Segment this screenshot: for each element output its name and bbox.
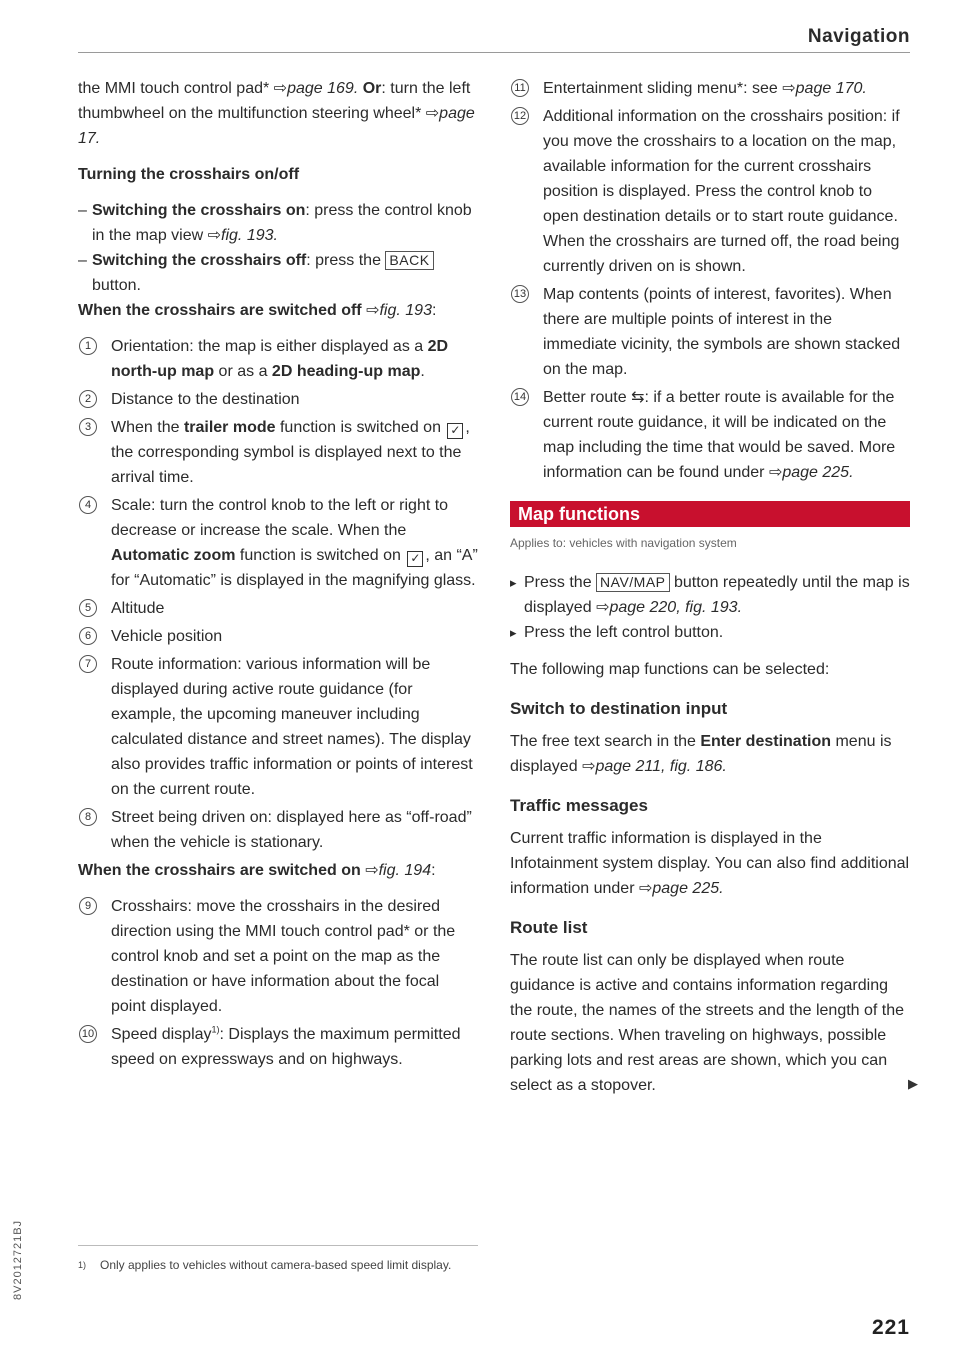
callout-8-icon: 8 (79, 808, 97, 826)
footnote (78, 1256, 478, 1274)
callout-13-icon: 13 (511, 285, 529, 303)
list-item: 6 Vehicle position (78, 624, 478, 649)
nav-map-key: NAV/MAP (596, 573, 669, 592)
list-item: 4 Scale: turn the control knob to the left or right to decrease or increase the scale. When the Automatic zoom function is switched on ✓ , an “A” for “Automatic” is displayed in the magnifying glass. (78, 493, 478, 593)
intro-paragraph: the MMI touch control pad* ⇨page 169. Or: turn the left thumbwheel on the multifunction steering wheel* ⇨page 17. (78, 80, 475, 147)
callout-14-icon: 14 (511, 388, 529, 406)
section-title: Navigation (807, 26, 910, 47)
callout-10-icon: 10 (79, 1025, 97, 1043)
callout-3-icon: 3 (79, 418, 97, 436)
crosshairs-off-step: – Switching the crosshairs off: press the BACK button. (78, 248, 478, 298)
page-ref-link[interactable]: page 220, fig. 193. (609, 599, 743, 616)
list-item: 8 Street being driven on: displayed here as “off-road” when the vehicle is stationary. (78, 805, 478, 855)
list-item: 2 Distance to the destination (78, 387, 478, 412)
fig-ref-link[interactable]: fig. 193 (379, 302, 432, 319)
ref-arrow-icon: ⇨ (582, 758, 596, 775)
callout-9-icon: 9 (79, 897, 97, 915)
crosshairs-heading: Turning the crosshairs on/off (78, 166, 300, 183)
route-list-heading: Route list (510, 918, 588, 937)
crosshairs-on-step: – Switching the crosshairs on: press the control knob in the map view ⇨fig. 193. (78, 198, 478, 248)
ref-arrow-icon: ⇨ (273, 80, 288, 97)
ref-arrow-icon: ⇨ (596, 599, 610, 616)
list-item: 10 Speed display$^{1)}$: Displays the maximum permitted speed on expressways and on highways. (78, 1022, 478, 1072)
list-item: 11 Entertainment sliding menu*: see ⇨page 170. (510, 76, 910, 101)
page-ref-link[interactable]: page 225. (652, 880, 724, 897)
callout-7-icon: 7 (79, 655, 97, 673)
step-item: ▸ Press the left control button. (510, 620, 910, 645)
list-item: 1 Orientation: the map is either displayed as a 2D north-up map or as a 2D heading-up map. (78, 334, 478, 384)
on-heading: When the crosshairs are switched on ⇨fig. 194: (78, 862, 436, 879)
header-divider (78, 52, 910, 53)
callout-1-icon: 1 (79, 337, 97, 355)
ref-arrow-icon: ⇨ (207, 227, 222, 244)
right-column (510, 76, 918, 1098)
checkbox-icon: ✓ (447, 423, 463, 439)
page-ref-link[interactable]: page 169. (287, 80, 359, 97)
fig-ref-link[interactable]: fig. 193. (221, 227, 278, 244)
applies-to-note: Applies to: vehicles with navigation system (510, 536, 737, 550)
route-list-text: The route list can only be displayed when route guidance is active and contains information regarding the route, the names of the streets and the length of the route sections. When traveling on highways, possible parking lots and rest areas are shown, which you can select as a stopover. ▶ (510, 952, 918, 1094)
list-item: 5 Altitude (78, 596, 478, 621)
document-code: 8V2012721BJ (12, 1219, 24, 1300)
ref-arrow-icon: ⇨ (782, 80, 796, 97)
footnote-text: Only applies to vehicles without camera-based speed limit display. (100, 1258, 452, 1272)
footnote-marker: 1) (78, 1260, 87, 1270)
back-key: BACK (385, 251, 433, 270)
page-ref-link[interactable]: page 225. (782, 464, 854, 481)
ref-arrow-icon: ⇨ (425, 105, 440, 122)
ref-arrow-icon: ⇨ (638, 880, 653, 897)
list-item: 14 Better route ⇆: if a better route is available for the current route guidance, it will be indicated on the map including the time that would be saved. More information can be found under ⇨page 225. (510, 385, 910, 485)
page-ref-link[interactable]: page 17. (78, 105, 475, 147)
checkbox-icon: ✓ (407, 551, 423, 567)
footnote-divider (78, 1245, 478, 1246)
map-functions-title: Map functions (510, 501, 910, 527)
page-ref-link[interactable]: page 211, fig. 186. (595, 758, 727, 775)
continue-arrow-icon: ▶ (908, 1076, 918, 1091)
list-item: 9 Crosshairs: move the crosshairs in the desired direction using the MMI touch control pad* or the control knob and set a point on the map as the destination or have information about the focal point displayed. (78, 894, 478, 1019)
switch-destination-heading: Switch to destination input (510, 699, 728, 718)
ref-arrow-icon: ⇨ (366, 302, 380, 319)
traffic-messages-heading: Traffic messages (510, 796, 648, 815)
page-number: 221 (871, 1316, 910, 1339)
list-item: 13 Map contents (points of interest, favorites). When there are multiple points of interest in the immediate vicinity, the symbols are shown stacked on the map. (510, 282, 910, 382)
callout-11-icon: 11 (511, 79, 529, 97)
page-ref-link[interactable]: page 170. (795, 80, 867, 97)
off-heading: When the crosshairs are switched off ⇨fig. 193: (78, 302, 437, 319)
callout-5-icon: 5 (79, 599, 97, 617)
list-item: 7 Route information: various information will be displayed during active route guidance (for example, the upcoming maneuver including calculated distance and street names). The display also provides traffic information or points of interest on the current route. (78, 652, 478, 802)
better-route-icon: ⇆ (631, 389, 645, 406)
callout-12-icon: 12 (511, 107, 529, 125)
fig-ref-link[interactable]: fig. 194 (378, 862, 432, 879)
callout-2-icon: 2 (79, 390, 97, 408)
step-item: ▸ Press the NAV/MAP button repeatedly until the map is displayed ⇨page 220, fig. 193. (510, 570, 910, 620)
ref-arrow-icon: ⇨ (365, 862, 379, 879)
callout-6-icon: 6 (79, 627, 97, 645)
list-item: 12 Additional information on the crosshairs position: if you move the crosshairs to a location on the map, available information for the current crosshairs position is displayed. Press the control knob to open destination details or to start route guidance. When the crosshairs are turned off, the road being currently driven on is shown. (510, 104, 910, 279)
following-text: The following map functions can be selected: (510, 661, 830, 678)
left-column (78, 76, 478, 1075)
footnote-marker: 1) (211, 1024, 220, 1035)
callout-4-icon: 4 (79, 496, 97, 514)
traffic-messages-text: Current traffic information is displayed in the Infotainment system display. You can also find additional information under ⇨page 225. (510, 830, 910, 897)
ref-arrow-icon: ⇨ (768, 464, 783, 481)
list-item: 3 When the trailer mode function is switched on ✓ , the corresponding symbol is displayed next to the arrival time. (78, 415, 478, 490)
switch-destination-text: The free text search in the Enter destination menu is displayed ⇨page 211, fig. 186. (510, 733, 892, 775)
